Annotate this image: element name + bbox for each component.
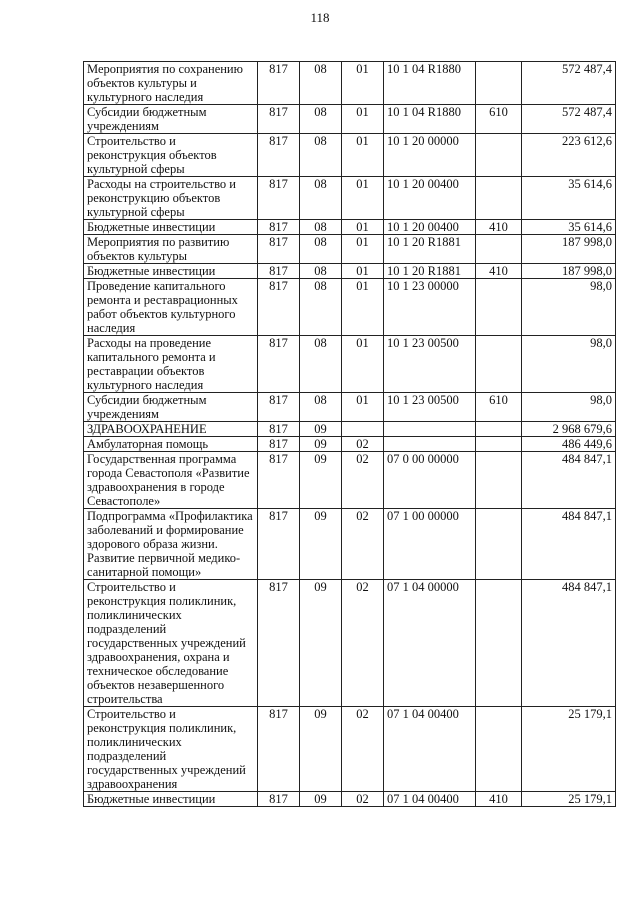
table-row (84, 707, 616, 792)
row-amount: 187 998,0 (522, 235, 616, 264)
table-row (84, 177, 616, 220)
row-code-target: 10 1 23 00500 (384, 393, 476, 422)
row-code-section: 09 (300, 509, 342, 580)
row-code-expense-type: 410 (476, 264, 522, 279)
table-row (84, 105, 616, 134)
row-amount: 572 487,4 (522, 62, 616, 105)
row-code-target: 10 1 23 00000 (384, 279, 476, 336)
row-amount: 35 614,6 (522, 220, 616, 235)
table-row (84, 792, 616, 807)
row-code-expense-type (476, 422, 522, 437)
row-code-expense-type (476, 580, 522, 707)
budget-table (83, 61, 616, 807)
row-code-expense-type (476, 336, 522, 393)
row-code-subsection: 02 (342, 792, 384, 807)
row-code-subsection: 02 (342, 452, 384, 509)
row-code-grbs: 817 (258, 580, 300, 707)
row-code-grbs: 817 (258, 235, 300, 264)
row-code-section: 09 (300, 580, 342, 707)
table-row (84, 437, 616, 452)
row-code-expense-type (476, 452, 522, 509)
row-code-target (384, 437, 476, 452)
row-code-target: 10 1 20 00400 (384, 177, 476, 220)
row-code-subsection: 01 (342, 105, 384, 134)
row-amount: 25 179,1 (522, 707, 616, 792)
row-name: Амбулаторная помощь (84, 437, 258, 452)
row-code-grbs: 817 (258, 220, 300, 235)
row-name: Строительство и реконструкция поликлиник, поликлинических подразделений государственных учреждений здравоохранения (84, 707, 258, 792)
row-name: Расходы на проведение капитального ремонта и реставрации объектов культурного наследия (84, 336, 258, 393)
row-code-section: 08 (300, 264, 342, 279)
row-code-subsection: 01 (342, 134, 384, 177)
row-code-subsection: 01 (342, 235, 384, 264)
row-code-subsection: 01 (342, 62, 384, 105)
table-row (84, 336, 616, 393)
row-code-subsection (342, 422, 384, 437)
row-code-subsection: 01 (342, 279, 384, 336)
table-row (84, 264, 616, 279)
row-name: Проведение капитального ремонта и реставрационных работ объектов культурного наследия (84, 279, 258, 336)
row-code-section: 09 (300, 707, 342, 792)
table-row (84, 279, 616, 336)
row-code-section: 09 (300, 792, 342, 807)
row-code-subsection: 02 (342, 437, 384, 452)
row-code-target: 10 1 20 00000 (384, 134, 476, 177)
row-name: Бюджетные инвестиции (84, 264, 258, 279)
row-name: Расходы на строительство и реконструкцию объектов культурной сферы (84, 177, 258, 220)
row-code-section: 09 (300, 422, 342, 437)
row-code-section: 08 (300, 336, 342, 393)
row-code-section: 08 (300, 220, 342, 235)
table-body (84, 62, 616, 807)
row-code-grbs: 817 (258, 393, 300, 422)
row-code-section: 08 (300, 393, 342, 422)
table-row (84, 220, 616, 235)
row-code-section: 08 (300, 177, 342, 220)
row-name: Мероприятия по сохранению объектов культуры и культурного наследия (84, 62, 258, 105)
row-name: Мероприятия по развитию объектов культуры (84, 235, 258, 264)
row-code-target: 07 1 00 00000 (384, 509, 476, 580)
row-code-subsection: 01 (342, 336, 384, 393)
row-code-subsection: 01 (342, 393, 384, 422)
row-code-target: 10 1 20 00400 (384, 220, 476, 235)
row-code-expense-type (476, 509, 522, 580)
row-code-subsection: 01 (342, 264, 384, 279)
row-code-expense-type: 610 (476, 105, 522, 134)
row-code-target: 10 1 23 00500 (384, 336, 476, 393)
row-amount: 98,0 (522, 336, 616, 393)
row-code-subsection: 02 (342, 580, 384, 707)
table-row (84, 393, 616, 422)
row-amount: 25 179,1 (522, 792, 616, 807)
row-code-grbs: 817 (258, 177, 300, 220)
row-name: ЗДРАВООХРАНЕНИЕ (84, 422, 258, 437)
row-name: Бюджетные инвестиции (84, 220, 258, 235)
row-amount: 35 614,6 (522, 177, 616, 220)
table-row (84, 235, 616, 264)
row-code-target (384, 422, 476, 437)
row-name: Строительство и реконструкция объектов культурной сферы (84, 134, 258, 177)
row-name: Бюджетные инвестиции (84, 792, 258, 807)
row-code-subsection: 02 (342, 509, 384, 580)
row-code-target: 07 1 04 00000 (384, 580, 476, 707)
row-code-subsection: 01 (342, 177, 384, 220)
table-row (84, 580, 616, 707)
row-amount: 223 612,6 (522, 134, 616, 177)
row-amount: 98,0 (522, 393, 616, 422)
row-name: Подпрограмма «Профилактика заболеваний и формирование здорового образа жизни. Развитие первичной медико-санитарной помощи» (84, 509, 258, 580)
row-code-expense-type: 410 (476, 220, 522, 235)
row-amount: 486 449,6 (522, 437, 616, 452)
row-code-grbs: 817 (258, 452, 300, 509)
row-code-grbs: 817 (258, 336, 300, 393)
row-code-expense-type (476, 134, 522, 177)
row-code-section: 09 (300, 452, 342, 509)
row-code-grbs: 817 (258, 792, 300, 807)
row-code-subsection: 02 (342, 707, 384, 792)
row-code-section: 09 (300, 437, 342, 452)
row-name: Строительство и реконструкция поликлиник, поликлинических подразделений государственных учреждений здравоохранения, охрана и техническое обследование объектов незавершенного строительства (84, 580, 258, 707)
row-code-section: 08 (300, 105, 342, 134)
row-name: Государственная программа города Севастополя «Развитие здравоохранения в городе Севастополе» (84, 452, 258, 509)
row-amount: 572 487,4 (522, 105, 616, 134)
row-code-grbs: 817 (258, 707, 300, 792)
row-code-expense-type (476, 707, 522, 792)
table-row (84, 452, 616, 509)
page-number: 118 (310, 10, 330, 25)
row-code-expense-type (476, 279, 522, 336)
table-row (84, 509, 616, 580)
row-amount: 98,0 (522, 279, 616, 336)
row-code-target: 07 1 04 00400 (384, 792, 476, 807)
row-code-grbs: 817 (258, 437, 300, 452)
table-row (84, 422, 616, 437)
row-code-target: 10 1 20 R1881 (384, 235, 476, 264)
row-code-expense-type (476, 437, 522, 452)
row-amount: 2 968 679,6 (522, 422, 616, 437)
row-code-expense-type: 410 (476, 792, 522, 807)
row-code-section: 08 (300, 134, 342, 177)
row-code-target: 07 0 00 00000 (384, 452, 476, 509)
row-code-grbs: 817 (258, 264, 300, 279)
row-code-expense-type: 610 (476, 393, 522, 422)
row-code-grbs: 817 (258, 422, 300, 437)
row-code-grbs: 817 (258, 509, 300, 580)
table-row (84, 62, 616, 105)
row-code-expense-type (476, 177, 522, 220)
row-code-target: 07 1 04 00400 (384, 707, 476, 792)
row-code-grbs: 817 (258, 279, 300, 336)
row-code-target: 10 1 20 R1881 (384, 264, 476, 279)
row-amount: 484 847,1 (522, 509, 616, 580)
row-code-expense-type (476, 62, 522, 105)
row-code-grbs: 817 (258, 62, 300, 105)
row-name: Субсидии бюджетным учреждениям (84, 393, 258, 422)
table-row (84, 134, 616, 177)
row-code-grbs: 817 (258, 134, 300, 177)
row-code-section: 08 (300, 235, 342, 264)
row-code-section: 08 (300, 62, 342, 105)
row-code-grbs: 817 (258, 105, 300, 134)
row-amount: 484 847,1 (522, 452, 616, 509)
row-name: Субсидии бюджетным учреждениям (84, 105, 258, 134)
row-code-expense-type (476, 235, 522, 264)
row-code-target: 10 1 04 R1880 (384, 105, 476, 134)
row-code-section: 08 (300, 279, 342, 336)
row-amount: 187 998,0 (522, 264, 616, 279)
row-amount: 484 847,1 (522, 580, 616, 707)
row-code-subsection: 01 (342, 220, 384, 235)
row-code-target: 10 1 04 R1880 (384, 62, 476, 105)
